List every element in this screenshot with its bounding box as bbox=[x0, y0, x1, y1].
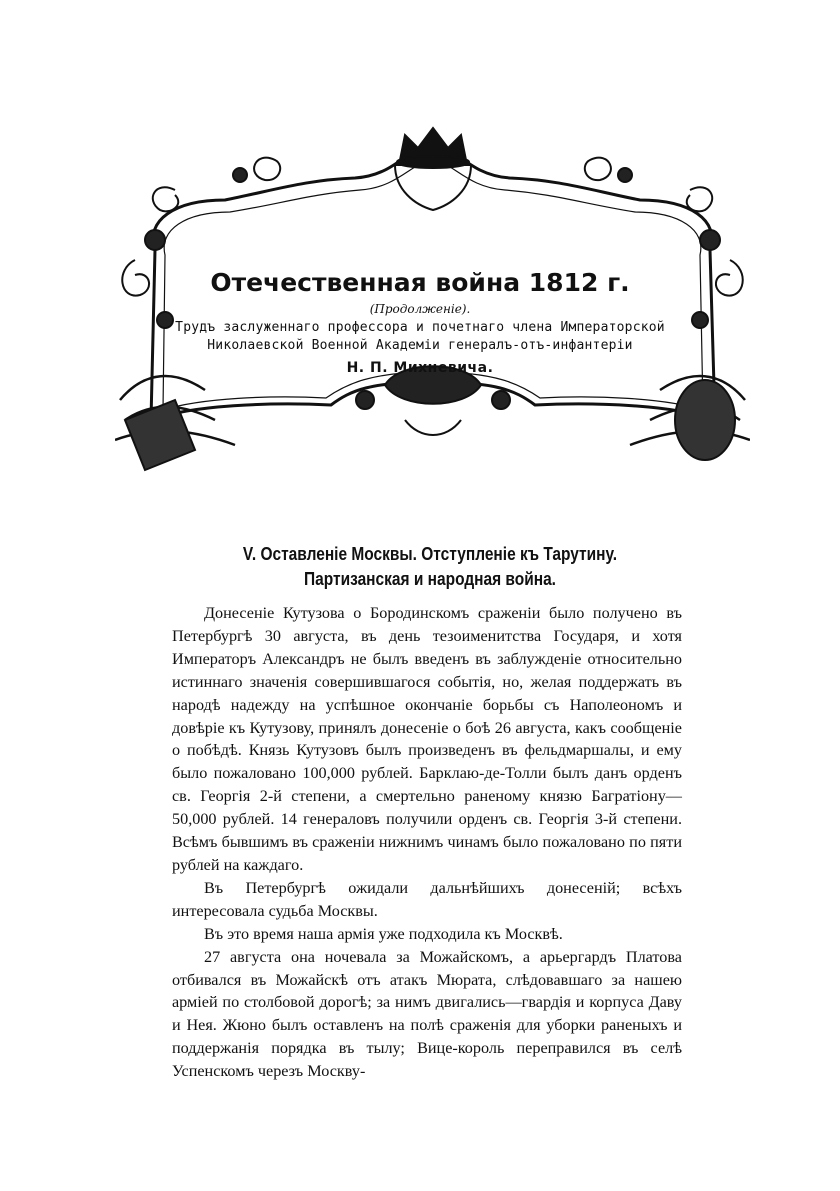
paragraph: 27 августа она ночевала за Можайскомъ, а арьергардъ Платова отбивался въ Можайскѣ отъ атакъ Мюрата, слѣдовавшаго за нашею арміей по столбовой дорогѣ; за нимъ двигались—гвардія и корпуса Даву и Нея. Жюно былъ оставленъ на полѣ сраженія для уборки раненыхъ и поддержанія порядка въ тылу; Вице-король переправился въ селѣ Успенскомъ черезъ Москву- bbox=[172, 947, 682, 1081]
chapter-title: V. Оставленіе Москвы. Отступленіе къ Тарутину. Партизанская и народная война. bbox=[242, 544, 618, 589]
paragraph: Донесеніе Кутузова о Бородинскомъ сраженіи было получено въ Петербургѣ 30 августа, въ день тезоименитства Государя, и хотя Императоръ Александръ не былъ введенъ въ заблужденіе относительно истиннаго значенія совершившагося событія, но, желая поддержать въ народѣ надежду на успѣшное окончаніе борьбы съ Наполеономъ и довѣріе къ Кутузову, принялъ донесеніе о боѣ 26 августа, какъ сообщеніе о побѣдѣ. Князь Кутузовъ былъ произведенъ въ фельдмаршалы, и ему было пожаловано 100,000 рублей. Барклаю-де-Толли былъ данъ орденъ св. Георгія 2-й степени, а смертельно раненому князю Багратіону—50,000 рублей. 14 генераловъ получили орденъ св. Георгія 3-й степени. Всѣмъ бывшимъ въ сраженіи нижнимъ чинамъ было пожаловано по пяти рублей на каждаго. bbox=[172, 604, 682, 874]
ornamental-frame-drawing bbox=[115, 120, 750, 480]
body-text bbox=[172, 602, 682, 1083]
author-credit-line-2: Николаевской Военной Академіи генералъ-отъ-инфантеріи bbox=[207, 338, 633, 353]
paragraph: Въ это время наша армія уже подходила къ Москвѣ. bbox=[204, 924, 563, 943]
paragraph: Въ Петербургѣ ожидали дальнѣйшихъ донесеній; всѣхъ интересовала судьба Москвы. bbox=[172, 878, 682, 920]
work-title: Отечественная война 1812 г. bbox=[210, 268, 630, 297]
author-name: Н. П. Михневича. bbox=[346, 360, 494, 376]
ornamental-frame bbox=[115, 120, 750, 480]
continuation-note: (Продолженіе). bbox=[369, 302, 471, 316]
author-credit-line-1: Трудъ заслуженнаго профессора и почетнаго члена Императорской bbox=[175, 320, 665, 335]
